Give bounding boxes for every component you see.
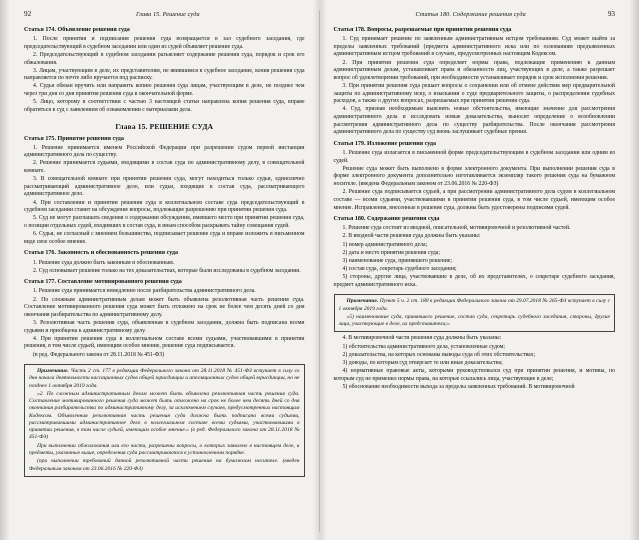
paragraph: 5) стороны, другие лица, участвовавшие в деле, об их представителях, о секретаре судебного заседания, предмет административного иска. (333, 274, 615, 288)
note-lead-text: Часть 2 ст. 177 в редакции Федерального закона от 28.11.2018 № 451-ФЗ вступает в силу со дня начала деятельности кассационных судов общей юрисдикции и апелляционных судов общей юрисдикции, но не позднее 1 октября 2019 года. (29, 368, 300, 389)
paragraph: 5. Лицо, которому в соответствии с частью 3 настоящей статьи направлена копия решения суда, вправе обратиться в суд с заявлением об ознакомлении с материалами дела. (24, 99, 305, 113)
paragraph: 1) номер административного дела; (342, 241, 428, 248)
paragraph: 2. По сложным административным делам может быть объявлена резолютивная часть решения суда. Составление мотивированного решения суда может быть отложено на срок не более чем десять дней со дня окончания разбирательства по административному делу. (24, 296, 305, 318)
note-lead-text: Пункт 5 ч. 2 ст. 180 в редакции Федерального закона от 29.07.2018 № 265-ФЗ вступает в силу с 1 октября 2019 года. (338, 298, 611, 312)
left-running-head (24, 10, 305, 20)
note-lead (339, 298, 611, 312)
article-heading-175: Статья 175. Принятие решения суда (24, 135, 124, 142)
paragraph: 2. Решение суда подписывается судьей, а при рассмотрении административного дела судом в коллегиальном составе — всеми судьями, участвовавшими в принятии решения суда, в том числе судьей, имеющим особое мнение. Исправления, внесенные в решение суда, должны быть удостоверены подписями судей. (333, 189, 615, 211)
article-heading-179: Статья 179. Изложение решения суда (333, 140, 436, 147)
note-box-right (334, 294, 616, 332)
paragraph: 6. Судья, не согласный с мнением большинства, подписывает решение суда и вправе изложить в письменном виде свое особое мнение. (24, 231, 305, 245)
right-folio: 93 (607, 10, 615, 18)
paragraph: (в ред. Федерального закона от 28.11.2018 № 451-ФЗ) (33, 351, 165, 358)
paragraph: 3. Резолютивная часть решения суда, объявленная в судебном заседании, должна быть подписана всеми судьями и приобщена к административному делу. (24, 320, 305, 334)
paragraph: 4) нормативные правовые акты, которыми руководствовался суд при принятии решения, и мотивы, по которым суд не применил нормы права, на которые ссылались лица, участвующие в деле; (333, 368, 615, 382)
right-running-title: Статья 180. Содержание решения суда (415, 11, 526, 18)
article-heading-176: Статья 176. Законность и обоснованность решения суда (24, 250, 179, 257)
paragraph: 2) доказательства, на которых основаны выводы суда об этих обстоятельствах; (342, 351, 536, 358)
paragraph: 2. При принятии решения суда определяет нормы права, подлежащие применению к данным административным делам, устанавливает права и обязанности лиц, участвующих в деле, а также разрешает вопрос об удовлетворении требований, при необходимости устанавливает порядок и срок исполнения решения. (333, 59, 615, 81)
paragraph: 4. Судья обязан вручить или направить копию решения суда лицам, участвующим в деле, не позднее чем через три дня со дня принятия решения суда в окончательной форме. (24, 83, 305, 98)
paragraph: 3) доводы, по которым суд отвергает те или иные доказательства; (342, 359, 503, 366)
note-box-left (24, 364, 305, 476)
chapter-title: Глава 15. РЕШЕНИЕ СУДА (115, 121, 214, 131)
paragraph: 1. Решение суда состоит из вводной, описательной, мотивировочной и резолютивной частей. (342, 225, 571, 232)
paragraph: 4. При составлении и принятии решения суда в коллегиальном составе суда председательствующий в судебном заседании ставит на обсуждение вопросы, подлежащие разрешению при принятии решения суда. (24, 199, 305, 214)
paragraph: 5) обоснование необходимости выхода за пределы заявленных требований. В мотивировочной (342, 383, 575, 390)
paragraph: 3. Лицам, участвующим в деле, их представителям, не явившимся в судебное заседание, копия решения суда направляется по почте либо вручается под расписку. (24, 67, 305, 82)
article-heading-178: Статья 178. Вопросы, разрешаемые при принятии решения суда (333, 27, 512, 33)
paragraph: 5. Суд не могут разглашать сведения о содержании обсуждения, имевшего место при принятии решения суда, о позиции отдельных судей, входивших в состав суда, и иным способом раскрывать тайну совещания судей. (24, 215, 305, 230)
paragraph: 3. При принятии решения суда решает вопросы о сохранении или об отмене действия мер предварительной защиты по административному иску, о взыскании о суде предварительного защиты, о распределении судебных расходов, а также о других вопросах, разрешаемых при принятии решения суда. (333, 82, 615, 105)
article-heading-177: Статья 177. Составление мотивированного решения суда (24, 279, 182, 286)
note-lead-word: Примечание. (37, 368, 69, 375)
right-page (320, 10, 632, 532)
paragraph: 4. При принятии решения суда в коллегиальном составе всеми судьями, участвовавшими в принятии решения, в том числе судьей, имеющим особое мнение, решение суда подписывается. (24, 335, 305, 350)
paragraph: 3) наименование суда, принявшего решение; (342, 257, 452, 264)
paragraph: 4. В мотивировочной части решения суда должны быть указаны: (342, 335, 502, 342)
paragraph: 1. Решение принимается именем Российской Федерации при разрешении судом первой инстанции административного дела по существу. (24, 144, 305, 159)
article-heading-174: Статья 174. Объявление решения суда (24, 27, 130, 33)
paragraph: Решение суда может быть выполнено в форме электронного документа. При выполнении решения суда в форме электронного документа дополнительно изготавливается экземпляр такого решения суда на бумажном носителе. (введена Федеральным законом от 23.06.2016 № 220-ФЗ) (333, 165, 615, 188)
left-folio: 92 (24, 10, 32, 18)
left-running-title: Глава 15. Решение суда (136, 11, 200, 18)
paragraph: 1. Решение суда должно быть законным и обоснованным. (33, 259, 175, 266)
paragraph: 1. Решение суда излагается в письменной форме председательствующим в судебном заседании или одним из судей. (333, 150, 615, 164)
left-page (8, 10, 320, 532)
paragraph: 2. Решение принимается судьями, входящими в состав суда по административному делу, в совещательной комнате. (24, 160, 305, 175)
paragraph: 2) дата и место принятия решения суда; (342, 249, 440, 256)
paragraph: 2. Председательствующий в судебном заседании разъясняет содержание решения суда, порядок и срок его обжалования. (24, 51, 305, 66)
note-paragraph: «2. По сложным административным делам может быть объявлена резолютивная часть решения суда. Составление мотивированного решения суда может быть отложено на срок не более чем десять дней со дня окончания разбирательства по административному делу, за исключением случаев, предусмотренных настоящим Кодексом. Объявленная резолютивная часть решения суда должна быть подписана всеми судьями, рассматривавшими административное дело в коллегиальном составе всеми судьями, участвовавшими в принятии решения, в том числе судьей, имеющим особое мнение.» (в ред. Федерального закона от 28.11.2018 № 451-ФЗ) (29, 391, 300, 440)
note-paragraph: «5) наименование суда, принявшего решение, состав суда, секретарь судебного заседания, стороны, другие лица, участвующие в деле, их представители;» (338, 314, 610, 328)
paragraph: 2. Суд основывает решение только на тех доказательствах, которые были исследованы в судебном заседании. (33, 267, 301, 274)
paragraph: 2. В вводной части решения суда должны быть указаны: (342, 233, 481, 240)
paragraph: 1) обстоятельства административного дела, установленные судом; (342, 343, 505, 350)
note-lead (29, 368, 300, 389)
right-running-head (334, 10, 616, 20)
paragraph: 1. Суд принимает решение по заявленным административным истцом требованиям. Суд может выйти за пределы заявленных требований (предмета административного иска или по основаниям предъявленных административным истцом требований в случаях, предусмотренных настоящим Кодексом. (333, 36, 615, 58)
paragraph: 3. В совещательной комнате при принятии решения суда, могут находиться только судьи, единолично рассматривающий административное дело, или судьи, входящие в состав суда, рассматривающего административное дело. (24, 176, 305, 198)
note-lead-word: Примечание. (346, 298, 379, 305)
paragraph: 1. После принятия и подписания решения суда возвращается в зал судебного заседания, где председательствующий в судебном заседании или один из судей объявляет решение суда. (24, 36, 305, 50)
paragraph: 1. Решение суда принимается немедленно после разбирательства административного дела. (33, 288, 256, 295)
note-paragraph: При выполнении обжалования или его части, разрешены вопросы, о которых заявлено в настоящем деле, и предметы, указанные выше, определения суда рассматриваются в установленном порядке. (29, 442, 300, 456)
note-paragraph: (при выполнении требований данной резолютивной части решения на бумажном носителе. (введен Федеральным законом от 23.06.2016 № 220-ФЗ) (29, 458, 300, 472)
paragraph: 4) состав суда, секретарь судебного заседания; (342, 265, 457, 272)
paragraph: 4. Суд, признав необходимым выяснить новые обстоятельства, имеющие значение для рассмотрения административного дела и исследовать новые доказательства, выносит определение о возобновлении рассмотрения административного дела по существу разбирательства. После окончания рассмотрения административного дела по существу суд вновь заслушивает судебные прения. (333, 106, 615, 136)
article-heading-180: Статья 180. Содержание решения суда (333, 216, 440, 223)
